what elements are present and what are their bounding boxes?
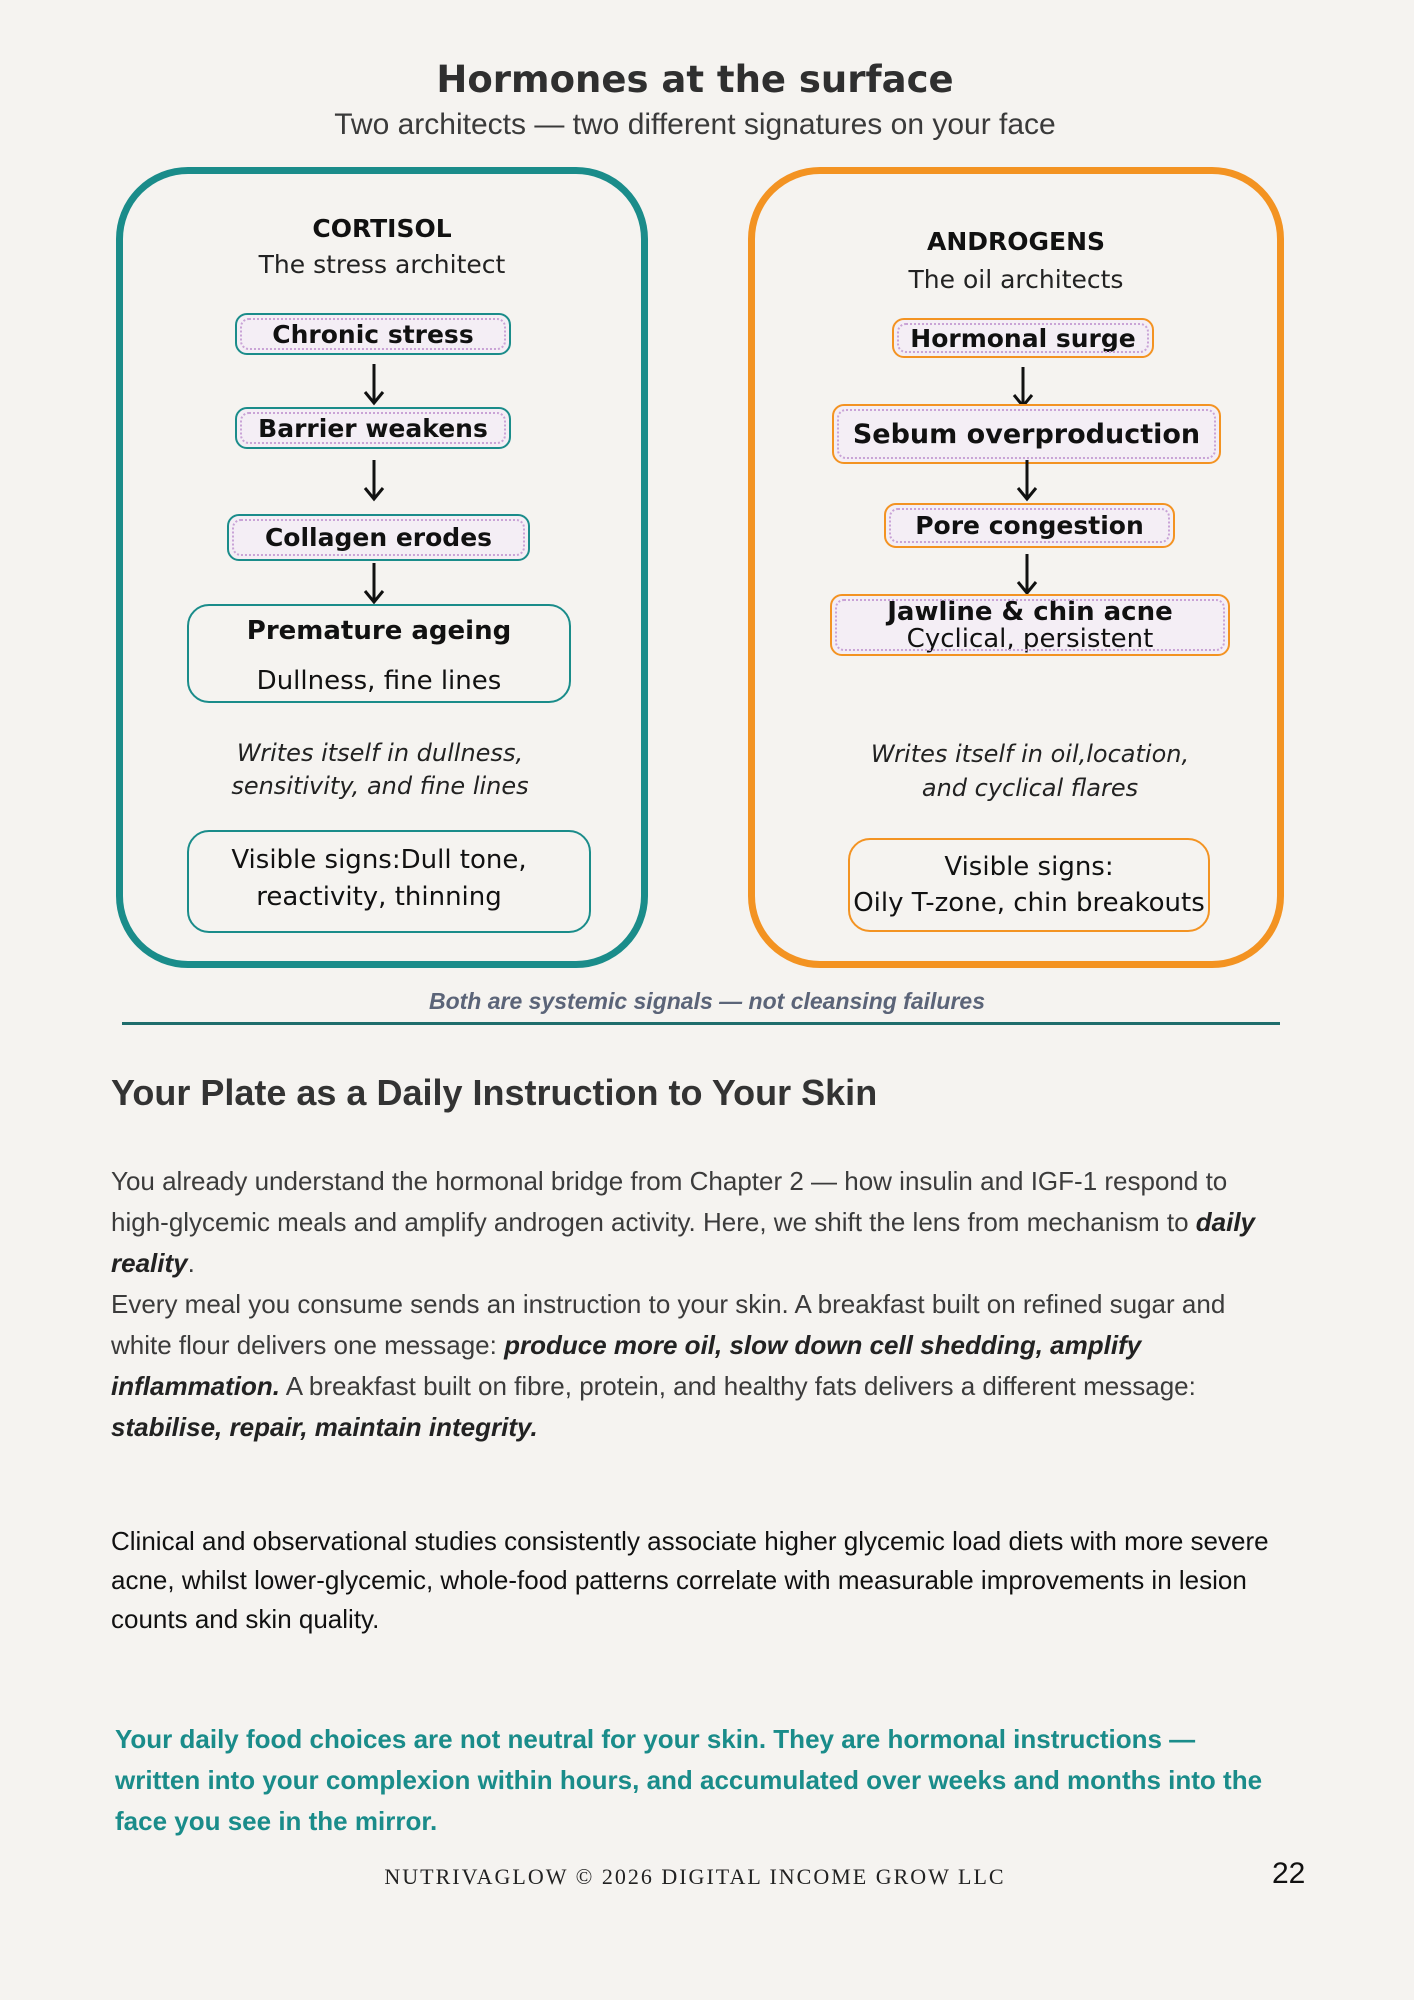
emphasis-refined-message: produce more oil, slow down cell shedding, amplify inflammation. <box>111 1330 1142 1401</box>
both-note: Both are systemic signals — not cleansing failures <box>428 988 985 1014</box>
androgens-title: ANDROGENS <box>926 227 1106 256</box>
androgens-step-1: Hormonal surge <box>892 318 1154 358</box>
androgens-note-line-2: and cyclical flares <box>921 774 1139 802</box>
text-run: Every meal you consume sends an instruction to your skin. A breakfast built on refined sugar and white flour delivers one message: <box>111 1289 1226 1360</box>
body-paragraph-2: Clinical and observational studies consistently associate higher glycemic load diets with more severe acne, whilst lower-glycemic, whole-food patterns correlate with measurable improvements in lesion counts and skin quality. <box>111 1526 1269 1634</box>
page-subtitle: Two architects — two different signatures on your face <box>334 108 1056 141</box>
cortisol-step-2: Barrier weakens <box>235 407 511 449</box>
cortisol-note-line-2: sensitivity, and fine lines <box>231 772 529 800</box>
down-arrow-icon <box>359 458 389 502</box>
cortisol-signs-line-1: Visible signs:Dull tone, <box>231 845 527 875</box>
emphasis-daily-reality: daily reality <box>111 1207 1256 1278</box>
androgens-signs-line-1: Visible signs: <box>944 852 1114 882</box>
down-arrow-icon <box>1012 552 1042 596</box>
cortisol-signs-line-2: reactivity, thinning <box>256 882 502 912</box>
cortisol-result-subtitle: Dullness, fine lines <box>256 666 502 696</box>
androgens-result-title: Jawline & chin acne <box>887 597 1173 627</box>
text-run: A breakfast built on fibre, protein, and healthy fats delivers a different message: <box>280 1371 1196 1401</box>
text-run: You already understand the hormonal bridge from Chapter 2 — how insulin and IGF-1 respond to high-glycemic meals and amplify androgen activity. Here, we shift the lens from mechanism to <box>111 1166 1228 1237</box>
page-number: 22 <box>1272 1857 1306 1890</box>
callout-text: Your daily food choices are not neutral for your skin. They are hormonal instructions — written into your complexion within hours, and accumulated over weeks and months into the face you see in the mirror. <box>115 1724 1263 1836</box>
emphasis-fibre-message: stabilise, repair, maintain integrity. <box>111 1412 538 1442</box>
cortisol-signs-box <box>187 830 591 933</box>
androgens-signs-box <box>848 838 1210 932</box>
androgens-signs-line-2: Oily T-zone, chin breakouts <box>853 888 1205 918</box>
androgens-step-2: Sebum overproduction <box>832 404 1221 464</box>
section-title: Your Plate as a Daily Instruction to Your Skin <box>111 1072 878 1113</box>
cortisol-subtitle: The stress architect <box>258 250 506 279</box>
cortisol-result-box <box>187 604 571 703</box>
androgens-step-3: Pore congestion <box>884 503 1175 548</box>
body-paragraph-1 <box>111 1161 1271 1448</box>
androgens-result-box <box>830 594 1230 656</box>
cortisol-step-1: Chronic stress <box>235 313 511 355</box>
page-title: Hormones at the surface <box>436 58 954 101</box>
footer-copyright: NUTRIVAGLOW © 2026 DIGITAL INCOME GROW LLC <box>384 1864 1006 1889</box>
androgens-result-subtitle: Cyclical, persistent <box>906 624 1154 654</box>
androgens-subtitle: The oil architects <box>908 265 1124 294</box>
cortisol-note-line-1: Writes itself in dullness, <box>236 739 524 767</box>
down-arrow-icon <box>1008 365 1038 409</box>
androgens-note-line-1: Writes itself in oil,location, <box>870 740 1190 768</box>
cortisol-step-3: Collagen erodes <box>227 514 530 561</box>
section-divider <box>122 1022 1280 1025</box>
down-arrow-icon <box>359 362 389 406</box>
down-arrow-icon <box>1012 458 1042 502</box>
down-arrow-icon <box>359 561 389 605</box>
text-run: . <box>187 1248 195 1278</box>
cortisol-title: CORTISOL <box>312 214 452 243</box>
cortisol-result-title: Premature ageing <box>246 616 512 646</box>
